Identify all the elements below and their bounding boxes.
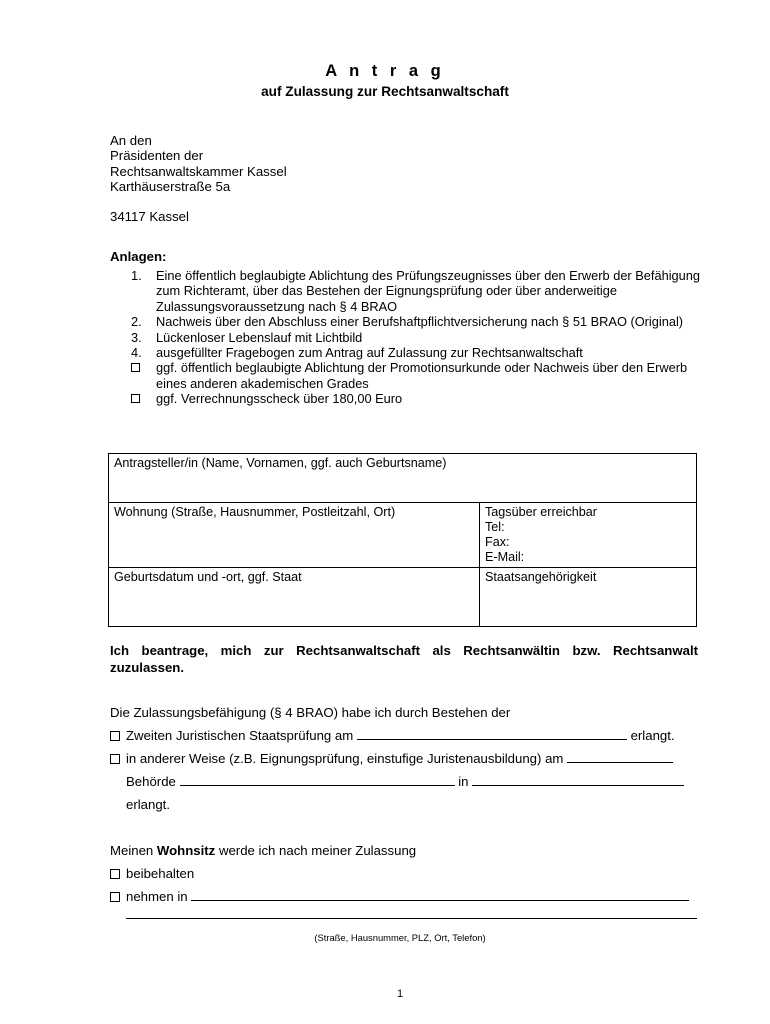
address-line: Präsidenten der <box>110 148 204 164</box>
email-label: E-Mail: <box>485 550 525 564</box>
nationality-label: Staatsangehörigkeit <box>485 570 597 584</box>
option-label: nehmen in <box>126 889 188 904</box>
checkbox-icon[interactable] <box>131 363 140 372</box>
exam-date-field[interactable] <box>357 728 627 740</box>
new-residence-field[interactable] <box>191 889 689 901</box>
residence-hint: (Straße, Hausnummer, PLZ, Ort, Telefon) <box>314 932 486 943</box>
option-label: Zweiten Juristischen Staatsprüfung am <box>126 728 354 743</box>
attachments-heading: Anlagen: <box>110 249 167 264</box>
address-line: An den <box>110 133 152 148</box>
attachment-item-optional <box>131 391 711 406</box>
authority-label: Behörde <box>126 774 176 789</box>
address-line: Karthäuserstraße 5a <box>110 178 231 194</box>
attachment-number: 2. <box>131 314 142 330</box>
page-number: 1 <box>396 988 404 1000</box>
checkbox-icon[interactable] <box>131 394 140 403</box>
residence-intro <box>110 843 416 858</box>
attachment-number: 3. <box>131 329 142 345</box>
attachment-item-optional <box>131 360 711 391</box>
in-label: in <box>458 774 469 789</box>
declaration-line: zuzulassen. <box>110 659 185 675</box>
application-declaration <box>110 643 698 676</box>
residence-option-keep <box>110 866 194 881</box>
applicant-name-label: Antragsteller/in (Name, Vornamen, ggf. auch Geburtsname) <box>114 456 447 470</box>
recipient-city: 34117 Kassel <box>110 209 189 224</box>
document-title: A n t r a g <box>325 62 445 80</box>
authority-row <box>126 774 684 789</box>
applicant-form-table <box>108 453 697 627</box>
checkbox-icon[interactable] <box>110 754 120 764</box>
attachment-item <box>131 345 711 360</box>
attachment-text: Nachweis über den Abschluss einer Berufshaftpflichtversicherung nach § 51 BRAO (Original) <box>156 314 684 330</box>
option-label: beibehalten <box>126 866 195 881</box>
qualification-option-other <box>110 751 673 766</box>
contact-field[interactable] <box>480 503 697 568</box>
attachment-text: ggf. Verrechnungsscheck über 180,00 Euro <box>156 391 403 407</box>
attachment-text: ggf. öffentlich beglaubigte Ablichtung der Promotionsurkunde oder Nachweis über den Erwerb eines anderen akademischen Grades <box>156 360 688 391</box>
declaration-line: Ich beantrage, mich zur Rechtsanwaltschaft als Rechtsanwältin bzw. Rechtsanwalt <box>110 643 698 658</box>
attachment-number: 4. <box>131 345 142 361</box>
authority-field[interactable] <box>180 774 455 786</box>
attachment-item <box>131 268 711 314</box>
checkbox-icon[interactable] <box>110 731 120 741</box>
attachment-text: Lückenloser Lebenslauf mit Lichtbild <box>156 329 363 345</box>
document-subtitle: auf Zulassung zur Rechtsanwaltschaft <box>261 84 509 99</box>
residence-label: Wohnung (Straße, Hausnummer, Postleitzahl, Ort) <box>114 505 396 519</box>
checkbox-icon[interactable] <box>110 892 120 902</box>
fax-label: Fax: <box>485 535 510 549</box>
qualification-intro: Die Zulassungsbefähigung (§ 4 BRAO) habe ich durch Bestehen der <box>110 705 511 720</box>
recipient-address <box>110 133 287 194</box>
tel-label: Tel: <box>485 520 505 534</box>
option-suffix: erlangt. <box>630 728 675 743</box>
authority-location-field[interactable] <box>472 774 684 786</box>
attachment-number: 1. <box>131 268 142 283</box>
attachment-text: ausgefüllter Fragebogen zum Antrag auf Zulassung zur Rechtsanwaltschaft <box>156 345 583 361</box>
residence-field[interactable] <box>109 503 480 568</box>
qualification-option-exam <box>110 728 698 743</box>
qualification-erlangt: erlangt. <box>126 797 170 812</box>
residence-option-move <box>110 889 689 904</box>
attachment-item <box>131 314 711 329</box>
birth-label: Geburtsdatum und -ort, ggf. Staat <box>114 570 302 584</box>
checkbox-icon[interactable] <box>110 869 120 879</box>
nationality-field[interactable] <box>480 568 697 627</box>
applicant-name-field[interactable] <box>109 454 697 503</box>
attachment-text: Eine öffentlich beglaubigte Ablichtung des Prüfungszeugnisses über den Erwerb der Befähigung zum Richteramt, über das Bestehen der Eignungsprüfung oder über anderweitige Zulassungsvoraussetzung nach § 4 BRAO <box>156 268 701 314</box>
new-residence-field-continued[interactable] <box>126 917 697 919</box>
other-date-field[interactable] <box>567 751 673 763</box>
address-line: Rechtsanwaltskammer Kassel <box>110 163 287 179</box>
residence-intro-text: werde ich nach meiner Zulassung <box>215 843 417 858</box>
reachable-label: Tagsüber erreichbar <box>485 505 598 519</box>
attachments-list <box>131 268 711 407</box>
option-label: in anderer Weise (z.B. Eignungsprüfung, einstufige Juristenausbildung) am <box>126 751 564 766</box>
attachment-item <box>131 330 711 345</box>
residence-intro-bold: Wohnsitz <box>156 843 216 858</box>
birth-field[interactable] <box>109 568 480 627</box>
residence-intro-text: Meinen <box>110 843 157 858</box>
